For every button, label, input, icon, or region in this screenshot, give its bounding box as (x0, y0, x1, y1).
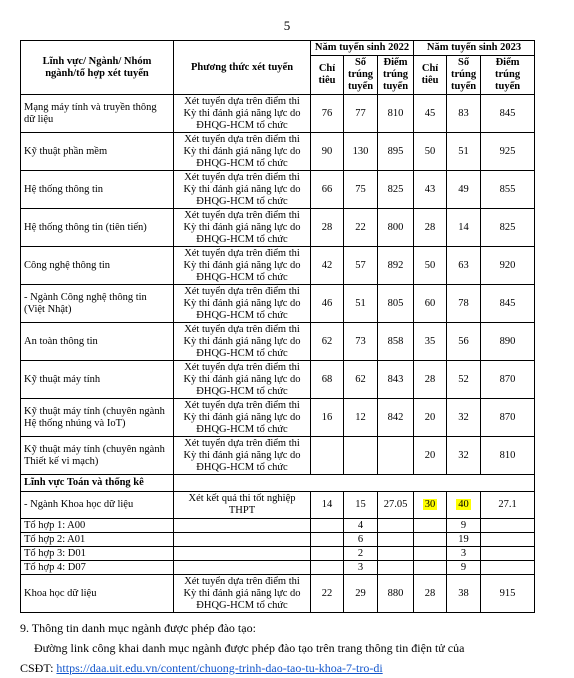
admission-table (20, 40, 535, 613)
quota-2022: 66 (311, 171, 344, 209)
major-name: Khoa học dữ liệu (21, 575, 174, 613)
quota-2022 (311, 437, 344, 475)
admission-method: Xét tuyển dựa trên điểm thi Kỳ thi đánh giá năng lực do ĐHQG-HCM tổ chức (174, 247, 311, 285)
empty-cell (378, 547, 414, 561)
empty-cell (174, 561, 311, 575)
quota-2022: 28 (311, 209, 344, 247)
admitted-2023: 38 (447, 575, 481, 613)
score-2023: 27.1 (481, 492, 535, 519)
empty-cell (174, 475, 535, 492)
empty-cell (378, 519, 414, 533)
admitted-2023: 14 (447, 209, 481, 247)
admitted-2022: 57 (344, 247, 378, 285)
quota-2022: 46 (311, 285, 344, 323)
score-2022: 810 (378, 95, 414, 133)
score-2023: 915 (481, 575, 535, 613)
admission-method: Xét tuyển dựa trên điểm thi Kỳ thi đánh giá năng lực do ĐHQG-HCM tổ chức (174, 361, 311, 399)
table-row (21, 323, 535, 361)
quota-2022: 62 (311, 323, 344, 361)
admitted-2023: 51 (447, 133, 481, 171)
score-2022: 858 (378, 323, 414, 361)
combo-row (21, 547, 535, 561)
score-2023: 920 (481, 247, 535, 285)
header-score-2023: Điểm trúng tuyển (481, 56, 535, 95)
admitted-2022: 62 (344, 361, 378, 399)
highlighted-value: 30 (424, 499, 436, 510)
admitted-2023: 9 (447, 561, 481, 575)
header-year-2022: Năm tuyển sinh 2022 (311, 41, 414, 56)
quota-2023: 45 (414, 95, 447, 133)
table-row (21, 285, 535, 323)
admitted-2023: 63 (447, 247, 481, 285)
combo-name: Tổ hợp 2: A01 (21, 533, 174, 547)
table-row (21, 171, 535, 209)
admission-method: Xét tuyển dựa trên điểm thi Kỳ thi đánh giá năng lực do ĐHQG-HCM tổ chức (174, 323, 311, 361)
combo-name: Tổ hợp 1: A00 (21, 519, 174, 533)
admitted-2022: 3 (344, 561, 378, 575)
major-name: Mạng máy tính và truyền thông dữ liệu (21, 95, 174, 133)
score-2022: 892 (378, 247, 414, 285)
quota-2022: 16 (311, 399, 344, 437)
admission-method: Xét tuyển dựa trên điểm thi Kỳ thi đánh giá năng lực do ĐHQG-HCM tổ chức (174, 575, 311, 613)
table-body (21, 95, 535, 613)
quota-2023: 20 (414, 399, 447, 437)
header-admitted-2023: Số trúng tuyển (447, 56, 481, 95)
quota-2023: 35 (414, 323, 447, 361)
page-number: 5 (283, 18, 291, 33)
score-2022 (378, 437, 414, 475)
highlighted-value: 40 (458, 499, 469, 510)
header-score-2022: Điểm trúng tuyển (378, 56, 414, 95)
score-2023: 925 (481, 133, 535, 171)
score-2023: 845 (481, 285, 535, 323)
admitted-2022: 6 (344, 533, 378, 547)
major-name: Kỹ thuật máy tính (chuyên ngành Hệ thống nhúng và IoT) (21, 399, 174, 437)
admitted-2022: 4 (344, 519, 378, 533)
admitted-2022: 73 (344, 323, 378, 361)
admitted-2022: 51 (344, 285, 378, 323)
score-2022: 800 (378, 209, 414, 247)
score-2023: 810 (481, 437, 535, 475)
empty-cell (311, 547, 344, 561)
score-2022: 27.05 (378, 492, 414, 519)
major-name: Hệ thống thông tin (21, 171, 174, 209)
empty-cell (481, 561, 535, 575)
table-row (21, 361, 535, 399)
table-row (21, 133, 535, 171)
admitted-2022: 29 (344, 575, 378, 613)
empty-cell (174, 533, 311, 547)
admitted-2023: 49 (447, 171, 481, 209)
score-2023: 845 (481, 95, 535, 133)
score-2022: 843 (378, 361, 414, 399)
admitted-2022: 22 (344, 209, 378, 247)
training-program-link[interactable]: https://daa.uit.edu.vn/content/chuong-trinh-dao-tao-tu-khoa-7-tro-di (56, 661, 383, 675)
admitted-2023 (447, 492, 481, 519)
quota-2023: 50 (414, 133, 447, 171)
admitted-2023: 19 (447, 533, 481, 547)
empty-cell (174, 519, 311, 533)
quota-2023: 28 (414, 575, 447, 613)
empty-cell (481, 519, 535, 533)
quota-2022: 68 (311, 361, 344, 399)
admitted-2023: 9 (447, 519, 481, 533)
quota-2022: 14 (311, 492, 344, 519)
footer-link-line (20, 660, 383, 676)
score-2023: 870 (481, 361, 535, 399)
admitted-2023: 3 (447, 547, 481, 561)
table-row (21, 575, 535, 613)
empty-cell (311, 519, 344, 533)
admission-method: Xét tuyển dựa trên điểm thi Kỳ thi đánh giá năng lực do ĐHQG-HCM tổ chức (174, 171, 311, 209)
quota-2022: 22 (311, 575, 344, 613)
major-name: Kỹ thuật máy tính (chuyên ngành Thiết kế vi mạch) (21, 437, 174, 475)
major-name: Hệ thống thông tin (tiên tiến) (21, 209, 174, 247)
table-row (21, 492, 535, 519)
score-2023: 890 (481, 323, 535, 361)
admission-method: Xét tuyển dựa trên điểm thi Kỳ thi đánh giá năng lực do ĐHQG-HCM tổ chức (174, 133, 311, 171)
score-2022: 895 (378, 133, 414, 171)
quota-2023: 28 (414, 209, 447, 247)
quota-2022: 42 (311, 247, 344, 285)
table-row (21, 95, 535, 133)
major-name: An toàn thông tin (21, 323, 174, 361)
admission-method: Xét tuyển dựa trên điểm thi Kỳ thi đánh giá năng lực do ĐHQG-HCM tổ chức (174, 285, 311, 323)
table-row (21, 247, 535, 285)
empty-cell (311, 533, 344, 547)
empty-cell (481, 547, 535, 561)
footer-prefix: CSĐT: (20, 661, 57, 675)
empty-cell (481, 533, 535, 547)
admission-method: Xét tuyển dựa trên điểm thi Kỳ thi đánh giá năng lực do ĐHQG-HCM tổ chức (174, 399, 311, 437)
table-row (21, 437, 535, 475)
score-2022: 805 (378, 285, 414, 323)
major-name: - Ngành Khoa học dữ liệu (21, 492, 174, 519)
score-2022: 880 (378, 575, 414, 613)
admitted-2023: 83 (447, 95, 481, 133)
admitted-2023: 78 (447, 285, 481, 323)
admission-method: Xét tuyển dựa trên điểm thi Kỳ thi đánh giá năng lực do ĐHQG-HCM tổ chức (174, 437, 311, 475)
score-2023: 855 (481, 171, 535, 209)
admission-method: Xét tuyển dựa trên điểm thi Kỳ thi đánh giá năng lực do ĐHQG-HCM tổ chức (174, 95, 311, 133)
header-year-2023: Năm tuyển sinh 2023 (414, 41, 535, 56)
quota-2023 (414, 492, 447, 519)
admitted-2022 (344, 437, 378, 475)
admitted-2023: 56 (447, 323, 481, 361)
admitted-2023: 32 (447, 399, 481, 437)
empty-cell (174, 547, 311, 561)
quota-2022: 90 (311, 133, 344, 171)
empty-cell (414, 547, 447, 561)
footer-line: Đường link công khai danh mục ngành được phép đào tạo trên trang thông tin điện tử của (34, 641, 465, 655)
major-name: Kỹ thuật phần mềm (21, 133, 174, 171)
table-row (21, 399, 535, 437)
combo-row (21, 533, 535, 547)
score-2023: 870 (481, 399, 535, 437)
section-row (21, 475, 535, 492)
admitted-2022: 77 (344, 95, 378, 133)
score-2022: 842 (378, 399, 414, 437)
header-field: Lĩnh vực/ Ngành/ Nhóm ngành/tổ hợp xét tuyển (21, 41, 174, 95)
header-quota-2022: Chỉ tiêu (311, 56, 344, 95)
combo-row (21, 519, 535, 533)
combo-row (21, 561, 535, 575)
footer-heading: 9. Thông tin danh mục ngành được phép đào tạo: (20, 621, 256, 635)
major-name: Công nghệ thông tin (21, 247, 174, 285)
combo-name: Tổ hợp 4: D07 (21, 561, 174, 575)
quota-2023: 60 (414, 285, 447, 323)
empty-cell (414, 533, 447, 547)
empty-cell (414, 519, 447, 533)
quota-2023: 28 (414, 361, 447, 399)
quota-2023: 43 (414, 171, 447, 209)
score-2023: 825 (481, 209, 535, 247)
admitted-2023: 52 (447, 361, 481, 399)
quota-2022: 76 (311, 95, 344, 133)
quota-2023: 20 (414, 437, 447, 475)
section-title: Lĩnh vực Toán và thống kê (21, 475, 174, 492)
admitted-2022: 130 (344, 133, 378, 171)
empty-cell (378, 533, 414, 547)
combo-name: Tổ hợp 3: D01 (21, 547, 174, 561)
admitted-2023: 32 (447, 437, 481, 475)
header-quota-2023: Chỉ tiêu (414, 56, 447, 95)
header-admitted-2022: Số trúng tuyển (344, 56, 378, 95)
empty-cell (378, 561, 414, 575)
score-2022: 825 (378, 171, 414, 209)
table-row (21, 209, 535, 247)
quota-2023: 50 (414, 247, 447, 285)
major-name: Kỹ thuật máy tính (21, 361, 174, 399)
admitted-2022: 75 (344, 171, 378, 209)
major-name: - Ngành Công nghệ thông tin (Việt Nhật) (21, 285, 174, 323)
admitted-2022: 2 (344, 547, 378, 561)
admitted-2022: 12 (344, 399, 378, 437)
empty-cell (414, 561, 447, 575)
empty-cell (311, 561, 344, 575)
admission-method: Xét kết quả thi tốt nghiệp THPT (174, 492, 311, 519)
header-method: Phương thức xét tuyển (174, 41, 311, 95)
admission-method: Xét tuyển dựa trên điểm thi Kỳ thi đánh giá năng lực do ĐHQG-HCM tổ chức (174, 209, 311, 247)
admitted-2022: 15 (344, 492, 378, 519)
